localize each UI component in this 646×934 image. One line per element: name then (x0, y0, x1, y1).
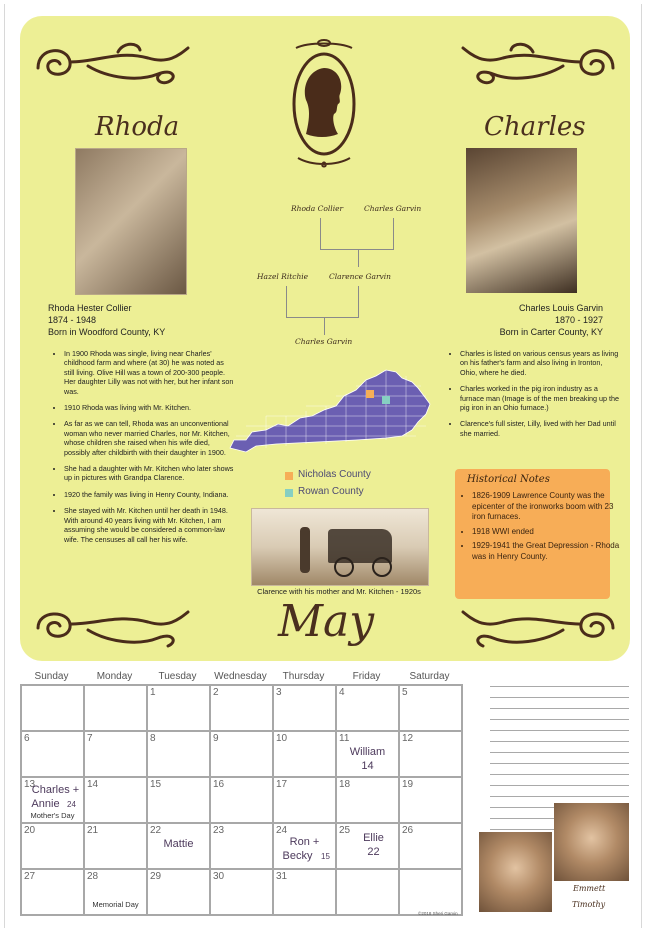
baby-photo-timothy (554, 803, 629, 881)
table-row (21, 869, 462, 915)
list-item: • 1920 the family was living in Henry County, Indiana. (64, 490, 234, 499)
calendar-day[interactable] (147, 731, 210, 777)
kentucky-map-icon (226, 366, 436, 458)
flourish-bottom-right-icon (455, 604, 623, 654)
tree-line (358, 249, 359, 267)
legend-swatch-nicholas (285, 472, 293, 480)
calendar-day[interactable] (336, 731, 399, 777)
day-number: 16 (213, 779, 225, 790)
weekday-header: Friday (352, 671, 381, 682)
list-item: • 1910 Rhoda was living with Mr. Kitchen. (64, 403, 234, 412)
calendar-day[interactable] (399, 823, 462, 869)
left-person-title: Rhoda (95, 112, 180, 142)
left-years: 1874 - 1948 (48, 315, 97, 325)
weekday-header: Monday (96, 671, 133, 682)
left-notes-list (50, 349, 234, 551)
calendar-day[interactable] (273, 869, 336, 915)
day-number: 11 (339, 733, 350, 744)
day-number: 8 (150, 733, 156, 744)
ruled-line (490, 719, 629, 720)
right-notes-list (446, 349, 620, 445)
calendar-day[interactable] (21, 685, 84, 731)
legend-swatch-rowan (285, 489, 293, 497)
legend-label-nicholas: Nicholas County (298, 469, 371, 480)
right-full-name: Charles Louis Garvin (518, 303, 603, 313)
ruled-line (490, 796, 629, 797)
baby-photo-emmett (479, 832, 552, 912)
holiday-note: Memorial Day (92, 900, 139, 909)
calendar-day[interactable] (399, 685, 462, 731)
ruled-line (490, 785, 629, 786)
tree-line (324, 317, 325, 335)
tree-line (286, 286, 287, 317)
day-number: 24 (276, 825, 288, 836)
right-person-info (440, 302, 603, 338)
flourish-top-right-icon (455, 38, 623, 88)
list-item: • Clarence's full sister, Lilly, lived with her Dad until she married. (460, 419, 620, 438)
anniversary-event-line2: Becky (282, 850, 313, 862)
day-number: 4 (339, 687, 345, 698)
day-number: 7 (87, 733, 93, 744)
list-item: • Charles is listed on various census years as living on his father's farm and also living in Ironton, Ohio, where he died. (460, 349, 620, 377)
calendar-day[interactable] (147, 869, 210, 915)
calendar-day[interactable] (336, 823, 399, 869)
anniversary-event-line2: Annie (31, 798, 60, 810)
left-person-info (48, 302, 218, 338)
anniversary-years: 24 (67, 800, 76, 809)
ruled-line (490, 818, 554, 819)
historical-notes-title: Historical Notes (467, 474, 550, 485)
tree-hazel-ritchie: Hazel Ritchie (257, 272, 309, 281)
list-item: • As far as we can tell, Rhoda was an unconventional woman who never married Charles, nor Mr. Kitchen, whose children she raised when his wife died, possibly after childbirth with their daughter in 1900. (64, 419, 234, 457)
calendar-day[interactable] (21, 731, 84, 777)
weekday-header: Wednesday (214, 671, 267, 682)
tree-line (320, 218, 321, 249)
calendar-day[interactable] (210, 731, 273, 777)
day-number: 15 (150, 779, 162, 790)
day-number: 5 (402, 687, 408, 698)
list-item: • She had a daughter with Mr. Kitchen who later shows up in pictures with Grandpa Clarence. (64, 464, 234, 483)
anniversary-years: 15 (321, 852, 330, 861)
tree-rhoda-collier: Rhoda Collier (291, 204, 344, 213)
table-row (21, 685, 462, 731)
day-number: 2 (213, 687, 219, 698)
map-rowan-county (382, 396, 390, 404)
weekday-header: Sunday (34, 671, 69, 682)
left-birthplace: Born in Woodford County, KY (48, 327, 166, 337)
copyright-text: ©2018 Sheri Garvin (418, 911, 458, 916)
flourish-top-left-icon (28, 38, 196, 88)
calendar-day[interactable] (21, 869, 84, 915)
baby-name-timothy: Timothy (572, 900, 606, 909)
weekday-header: Thursday (282, 671, 325, 682)
day-number: 10 (276, 733, 288, 744)
calendar-day[interactable] (210, 777, 273, 823)
ruled-line (490, 741, 629, 742)
calendar-day[interactable] (399, 777, 462, 823)
birthday-event: William (349, 746, 386, 758)
list-item: • 1929-1941 the Great Depression - Rhoda was in Henry County. (472, 541, 620, 562)
day-number: 20 (24, 825, 36, 836)
list-item: • In 1900 Rhoda was single, living near Charles' childhood farm and where (at 30) he was noted as still living. Olive Hill was a town of 200-300 people. Her daughter Lilly was not with her, but her infant son was. (64, 349, 234, 396)
calendar-day[interactable] (399, 869, 462, 915)
calendar-day[interactable] (84, 823, 147, 869)
ruled-line (490, 774, 629, 775)
day-number: 23 (213, 825, 225, 836)
baby-name-emmett: Emmett (573, 884, 606, 893)
day-number: 27 (24, 871, 36, 882)
calendar-day[interactable] (273, 823, 336, 869)
calendar-day[interactable] (210, 823, 273, 869)
day-number: 17 (276, 779, 288, 790)
weekday-header: Saturday (409, 671, 450, 682)
day-number: 13 (24, 779, 36, 790)
calendar-day[interactable] (336, 869, 399, 915)
day-number: 1 (150, 687, 156, 698)
calendar-day[interactable] (147, 685, 210, 731)
historical-notes-box (455, 469, 620, 599)
tree-line (358, 286, 359, 317)
calendar-day[interactable] (336, 685, 399, 731)
calendar-day[interactable] (210, 685, 273, 731)
calendar-day[interactable] (84, 731, 147, 777)
calendar-day[interactable] (84, 685, 147, 731)
calendar-day[interactable] (273, 777, 336, 823)
list-item: • 1918 WWI ended (472, 527, 620, 538)
ruled-line (490, 752, 629, 753)
day-number: 28 (87, 871, 99, 882)
ruled-line (490, 829, 554, 830)
calendar-day[interactable] (210, 869, 273, 915)
ruled-line (490, 697, 629, 698)
left-full-name: Rhoda Hester Collier (48, 303, 132, 313)
day-number: 30 (213, 871, 225, 882)
calendar-day[interactable] (84, 869, 147, 915)
tree-line (320, 249, 394, 250)
family-car-photo (251, 508, 429, 586)
day-number: 19 (402, 779, 414, 790)
car-wheel (334, 557, 354, 577)
day-number: 18 (339, 779, 351, 790)
day-number: 6 (24, 733, 30, 744)
day-number: 25 (339, 825, 351, 836)
holiday-note: Mother's Day (30, 811, 75, 820)
tree-line (286, 317, 359, 318)
calendar-day[interactable] (21, 823, 84, 869)
list-item: • She stayed with Mr. Kitchen until her death in 1948. With around 40 years living with Mr. Kitchen, I am assuming she would be considered a common-law wife. The censuses all call her his wife. (64, 506, 234, 544)
rhoda-portrait-photo (75, 148, 187, 295)
day-number: 31 (276, 871, 288, 882)
tree-charles-garvin-child: Charles Garvin (295, 337, 353, 346)
flourish-bottom-left-icon (28, 604, 196, 654)
day-number: 3 (276, 687, 282, 698)
photo-caption: Clarence with his mother and Mr. Kitchen - 1920s (257, 587, 421, 596)
anniversary-event: Ron + (289, 836, 320, 848)
list-item: • 1826-1909 Lawrence County was the epicenter of the ironworks boom with 23 iron furnaces. (472, 491, 620, 523)
month-title: May (278, 596, 375, 647)
table-row (21, 823, 462, 869)
calendar-day[interactable] (84, 777, 147, 823)
day-number: 21 (87, 825, 99, 836)
birthday-event: Ellie (363, 832, 384, 844)
right-person-title: Charles (484, 112, 586, 142)
ruled-line (490, 807, 554, 808)
calendar-day[interactable] (147, 777, 210, 823)
right-years: 1870 - 1927 (554, 315, 603, 325)
day-number: 9 (213, 733, 219, 744)
cameo-silhouette-icon (286, 38, 362, 170)
calendar-day[interactable] (273, 685, 336, 731)
birthday-age: 14 (361, 760, 374, 772)
day-number: 26 (402, 825, 414, 836)
weekday-header: Tuesday (158, 671, 197, 682)
tree-charles-garvin-parent: Charles Garvin (364, 204, 422, 213)
ruled-line (490, 686, 629, 687)
day-number: 22 (150, 825, 162, 836)
calendar-day[interactable] (336, 777, 399, 823)
list-item: • Charles worked in the pig iron industry as a furnace man (Image is of the men breaking up the pig iron in an Ohio furnace.) (460, 384, 620, 412)
calendar-day[interactable] (273, 731, 336, 777)
legend-label-rowan: Rowan County (298, 486, 364, 497)
anniversary-event: Charles + (31, 784, 80, 796)
ruled-line (490, 763, 629, 764)
right-birthplace: Born in Carter County, KY (499, 327, 603, 337)
birthday-age: 22 (367, 846, 380, 858)
tree-clarence-garvin: Clarence Garvin (329, 272, 391, 281)
day-number: 29 (150, 871, 162, 882)
tree-line (393, 218, 394, 249)
calendar-grid (20, 684, 463, 916)
car-wheel (372, 557, 392, 577)
standing-person (300, 527, 310, 573)
calendar-day[interactable] (399, 731, 462, 777)
calendar-day[interactable] (147, 823, 210, 869)
day-number: 12 (402, 733, 414, 744)
pig-iron-furnace-photo (466, 148, 577, 293)
day-number: 14 (87, 779, 99, 790)
ruled-line (490, 708, 629, 709)
map-nicholas-county (366, 390, 374, 398)
calendar-day[interactable] (21, 777, 84, 823)
ruled-line (490, 730, 629, 731)
table-row (21, 777, 462, 823)
historical-notes-list (457, 491, 620, 566)
table-row (21, 731, 462, 777)
birthday-event: Mattie (163, 838, 194, 850)
